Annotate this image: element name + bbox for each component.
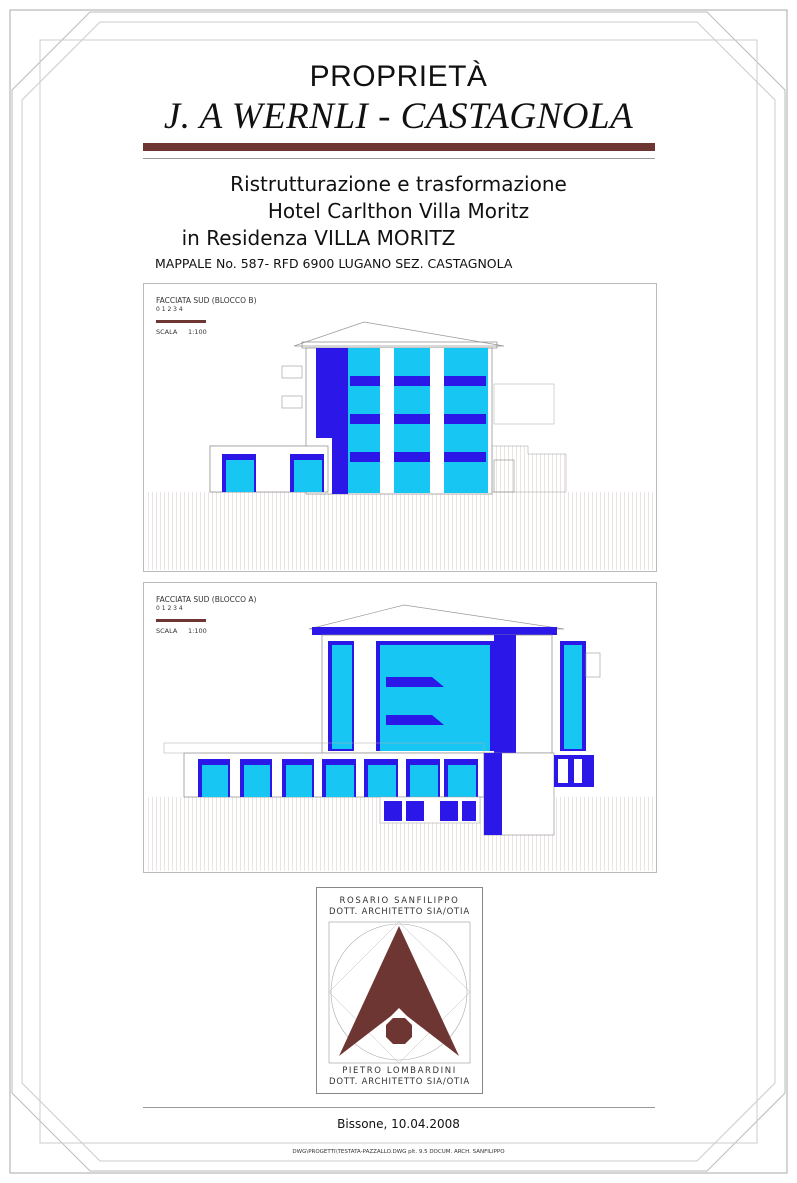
elevation-drawing-block-a: [143, 582, 657, 873]
elevation-drawing-block-b: [143, 283, 657, 572]
logo-bottom-title: DOTT. ARCHITETTO SIA/OTIA: [329, 1077, 470, 1087]
property-label: PROPRIETÀ: [309, 60, 488, 93]
scale-label: SCALA: [156, 627, 178, 635]
title-underline: [143, 143, 655, 151]
scale-value: 1:100: [188, 328, 207, 336]
file-path: DWG\PROGETTI\TESTATA-PAZZALLO.DWG plt. 9.5 DOCUM. ARCH. SANFILIPPO: [292, 1149, 505, 1155]
owner-name: J. A WERNLI - CASTAGNOLA: [163, 96, 634, 137]
logo-emblem-icon: [317, 888, 482, 1093]
scale-ticks: 0 1 2 3 4: [156, 605, 183, 612]
title-divider: [143, 158, 655, 159]
scale-value: 1:100: [188, 627, 207, 635]
project-title-line1: Ristrutturazione e trasformazione: [230, 172, 567, 196]
drawing-title: FACCIATA SUD (BLOCCO A): [156, 595, 257, 604]
drawing-title: FACCIATA SUD (BLOCCO B): [156, 296, 257, 305]
project-title-line2: Hotel Carlthon Villa Moritz: [267, 199, 530, 223]
architect-logo: [316, 887, 483, 1094]
place-date: Bissone, 10.04.2008: [337, 1117, 460, 1131]
logo-bottom-name: PIETRO LOMBARDINI: [342, 1066, 457, 1076]
scale-label: SCALA: [156, 328, 178, 336]
logo-top-title: DOTT. ARCHITETTO SIA/OTIA: [329, 907, 470, 917]
mappale-reference: MAPPALE No. 587- RFD 6900 LUGANO SEZ. CASTAGNOLA: [155, 256, 513, 271]
logo-top-name: ROSARIO SANFILIPPO: [339, 896, 460, 906]
project-title-line3: in Residenza VILLA MORITZ: [181, 226, 456, 250]
scale-ticks: 0 1 2 3 4: [156, 306, 183, 313]
facade-b-elevation: [144, 284, 656, 571]
facade-a-elevation: [144, 583, 656, 872]
footer-divider: [143, 1107, 655, 1108]
